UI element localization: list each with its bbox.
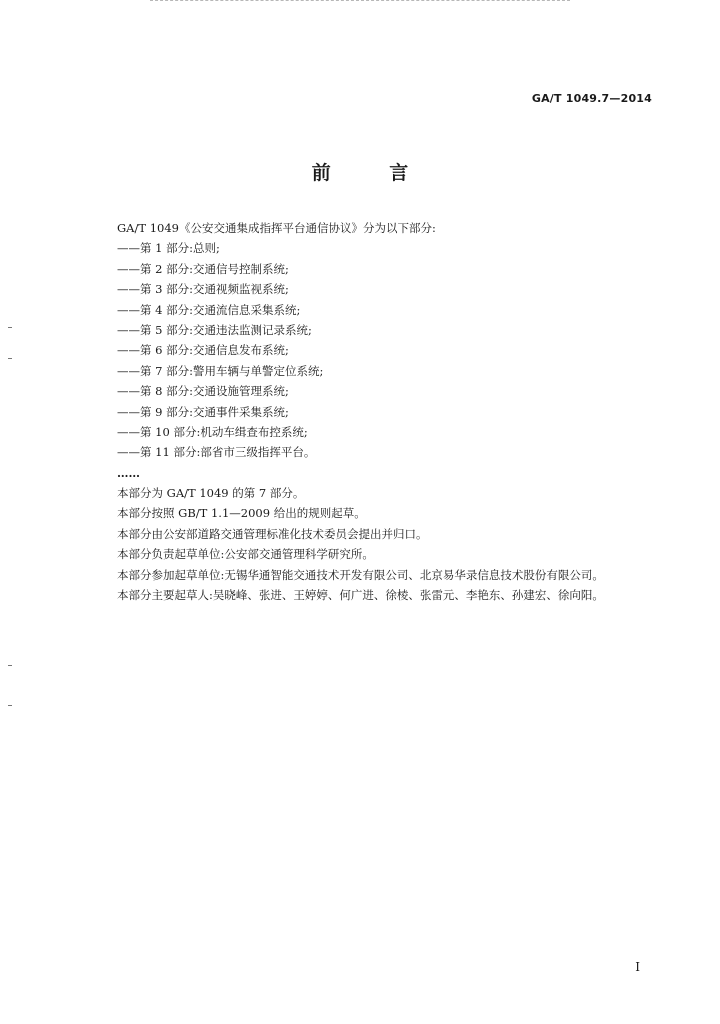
part-item: ——第 3 部分:交通视频监视系统;: [117, 282, 289, 297]
part-item: ——第 9 部分:交通事件采集系统;: [117, 404, 289, 419]
scan-margin-mark: [8, 358, 12, 359]
part-item: ——第 8 部分:交通设施管理系统;: [117, 384, 289, 399]
foreword-body: [117, 218, 677, 605]
part-item: ——第 6 部分:交通信息发布系统;: [117, 343, 289, 358]
intro-line: GA/T 1049《公安交通集成指挥平台通信协议》分为以下部分:: [117, 221, 436, 235]
part-item: ——第 2 部分:交通信号控制系统;: [117, 261, 289, 276]
scan-margin-mark: [8, 705, 12, 706]
part-item: ——第 5 部分:交通违法监测记录系统;: [117, 322, 312, 337]
part-item: ——第 7 部分:警用车辆与单警定位系统;: [117, 363, 324, 378]
scan-margin-mark: [8, 327, 12, 328]
part-item: ——第 11 部分:部省市三级指挥平台。: [117, 445, 316, 460]
paragraph: 本部分为 GA/T 1049 的第 7 部分。: [117, 486, 305, 501]
part-item: ——第 10 部分:机动车缉查布控系统;: [117, 424, 308, 439]
page-number: I: [635, 960, 640, 974]
paragraph: 本部分参加起草单位:无锡华通智能交通技术开发有限公司、北京易华录信息技术股份有限公司。: [117, 567, 604, 582]
page-title: 前 言: [311, 162, 435, 184]
ellipsis: ……: [117, 465, 140, 480]
part-item: ——第 4 部分:交通流信息采集系统;: [117, 302, 301, 317]
paragraph: 本部分主要起草人:吴晓峰、张进、王婷婷、何广进、徐棱、张雷元、李艳东、孙建宏、徐向阳。: [117, 588, 604, 603]
paragraph: 本部分负责起草单位:公安部交通管理科学研究所。: [117, 547, 374, 562]
standard-number: GA/T 1049.7—2014: [531, 92, 652, 105]
paragraph: 本部分由公安部道路交通管理标准化技术委员会提出并归口。: [117, 526, 428, 541]
scan-edge-line: [150, 0, 570, 3]
part-item: ——第 1 部分:总则;: [117, 241, 220, 256]
scan-margin-mark: [8, 665, 12, 666]
paragraph: 本部分按照 GB/T 1.1—2009 给出的规则起草。: [117, 506, 366, 521]
